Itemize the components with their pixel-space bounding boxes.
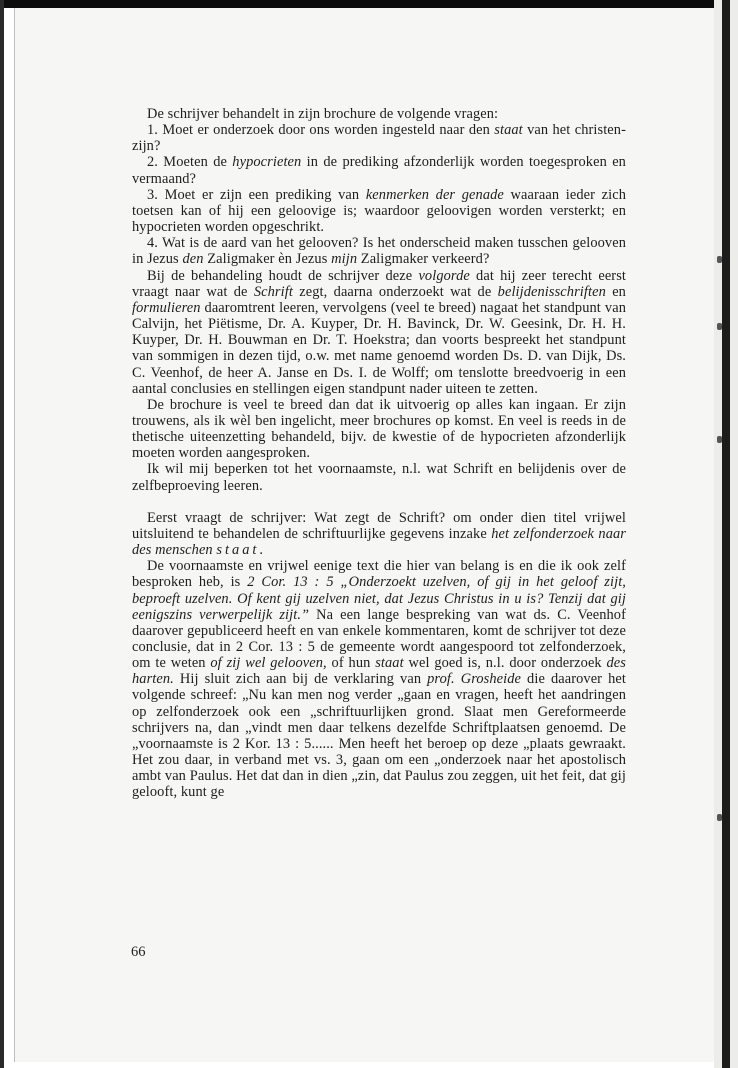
paragraph-intro: De schrijver behandelt in zijn brochure de volgende vragen: bbox=[147, 106, 499, 122]
italic-text: staat bbox=[375, 655, 404, 672]
italic-text: mijn bbox=[331, 251, 358, 268]
margin-mark bbox=[717, 436, 722, 443]
margin-mark bbox=[717, 323, 722, 330]
page-number: 66 bbox=[131, 944, 146, 960]
italic-text: formulieren bbox=[132, 299, 201, 316]
paragraph-question-1: 1. Moet er onderzoek door ons worden ingesteld naar den staat van het christen-zijn? bbox=[132, 122, 626, 155]
spaced-italic-text: staat bbox=[216, 542, 260, 559]
paragraph-question-4: 4. Wat is de aard van het gelooven? Is het onderscheid maken tusschen gelooven in Jezus den Zaligmaker èn Jezus mijn Zaligmaker verkeerd? bbox=[132, 235, 626, 268]
paragraph-scripture: Eerst vraagt de schrijver: Wat zegt de Schrift? om onder dien titel vrijwel uitsluitend te behandelen de schriftuurlijke gegevens inzake het zelfonderzoek naar des menschen staat. bbox=[132, 509, 626, 559]
italic-text: volgorde bbox=[418, 267, 470, 284]
italic-text: Schrift bbox=[253, 283, 293, 300]
italic-text: des harten. bbox=[132, 655, 626, 688]
italic-text: het zelfonderzoek naar des menschen bbox=[132, 525, 626, 559]
paragraph-brochure: De brochure is veel te breed dan dat ik uitvoerig op alles kan ingaan. Er zijn trouwens, als ik wèl ben ingelicht, meer brochures op komst. En veel is reeds in de thetische uiteenzetting behandeld, bijv. de kwestie of de hypocrieten afzonderlijk moeten worden aangesproken. bbox=[132, 396, 626, 462]
italic-text: den bbox=[182, 251, 204, 268]
italic-text: staat bbox=[494, 122, 523, 139]
body-text bbox=[132, 106, 626, 801]
italic-text: of zij wel gelooven, bbox=[210, 655, 327, 672]
margin-mark bbox=[717, 814, 722, 821]
scan-top-border bbox=[0, 0, 738, 8]
italic-text: 2 Cor. 13 : 5 „Onderzoekt uzelven, of gij in het geloof zijt, beproeft uzelven. Of kent gij uzelven niet, dat Jezus Christus in u is? Tenzij dat gij eenigszins verwerpelijk zijt.” bbox=[132, 574, 627, 623]
margin-mark bbox=[717, 256, 722, 263]
scan-right-edge bbox=[714, 0, 738, 1068]
paragraph-question-2: 2. Moeten de hypocrieten in de prediking afzonderlijk worden toegesproken en vermaand? bbox=[132, 154, 626, 187]
italic-text: hypocrieten bbox=[232, 154, 302, 171]
paragraph-question-3: 3. Moet er zijn een prediking van kenmerken der genade waaraan ieder zich toetsen kan of hij een geloovige is; waardoor geloovigen worden versterkt; en hypocrieten worden opgeschrikt. bbox=[132, 186, 626, 236]
paragraph-text-2cor: De voornaamste en vrijwel eenige text die hier van belang is en die ik ook zelf besproken heb, is 2 Cor. 13 : 5 „Onderzoekt uzelven, of gij in het geloof zijt, beproeft uzelven. Of kent gij uzelven niet, dat Jezus Christus in u is? Tenzij dat gij eenigszins verwerpelijk zijt.” Na een lange bespreking van wat ds. C. Veenhof daarover gepubliceerd heeft en van enkele kommentaren, komt de schrijver tot deze conclusie, dat in 2 Cor. 13 : 5 de gemeente wordt aangespoord tot zelfonderzoek, om te weten of zij wel gelooven, of hun staat wel goed is, n.l. door onderzoek des harten. Hij sluit zich aan bij de verklaring van prof. Grosheide die daarover het volgende schreef: „Nu kan men nog verder „gaan en vragen, heeft het aandringen op zelfonderzoek ook een „schriftuurlijken grond. Slaat men Gereformeerde schrijvers na, dan „vindt men daar telkens dezelfde Schriftplaatsen genoemd. De „voornaamste is 2 Kor. 13 : 5...... Men heeft het beroep op deze „plaats gewraakt. Het zou daar, in verband met vs. 3, gaan om een „onderzoek naar het apostolisch ambt van Paulus. Het dat dan in dien „zin, dat Paulus zou zeggen, uit het feit, dat gij gelooft, kunt ge bbox=[132, 558, 627, 801]
scan-left-border bbox=[0, 0, 4, 1068]
italic-text: prof. Grosheide bbox=[427, 671, 522, 688]
paragraph-restriction: Ik wil mij beperken tot het voornaamste, n.l. wat Schrift en belijdenis over de zelfbeproeving leeren. bbox=[132, 461, 626, 494]
paragraph-order: Bij de behandeling houdt de schrijver deze volgorde dat hij zeer terecht eerst vraagt naar wat de Schrift zegt, daarna onderzoekt wat de belijdenisschriften en formulieren daaromtrent leeren, vervolgens (veel te breed) nagaat het standpunt van Calvijn, het Piëtisme, Dr. A. Kuyper, Dr. H. Bavinck, Dr. W. Geesink, Dr. H. H. Kuyper, Dr. H. Bouwman en Dr. T. Hoekstra; dan voorts bespreekt het standpunt van sommigen in dezen tijd, o.w. met name genoemd worden Ds. D. van Dijk, Ds. C. Veenhof, de heer A. Janse en Ds. I. de Wolff; om tenslotte breedvoerig in een aantal conclusies en stellingen eigen standpunt nader uiteen te zetten. bbox=[132, 267, 626, 397]
italic-text: kenmerken der genade bbox=[365, 186, 504, 203]
italic-text: belijdenisschriften bbox=[497, 283, 606, 300]
